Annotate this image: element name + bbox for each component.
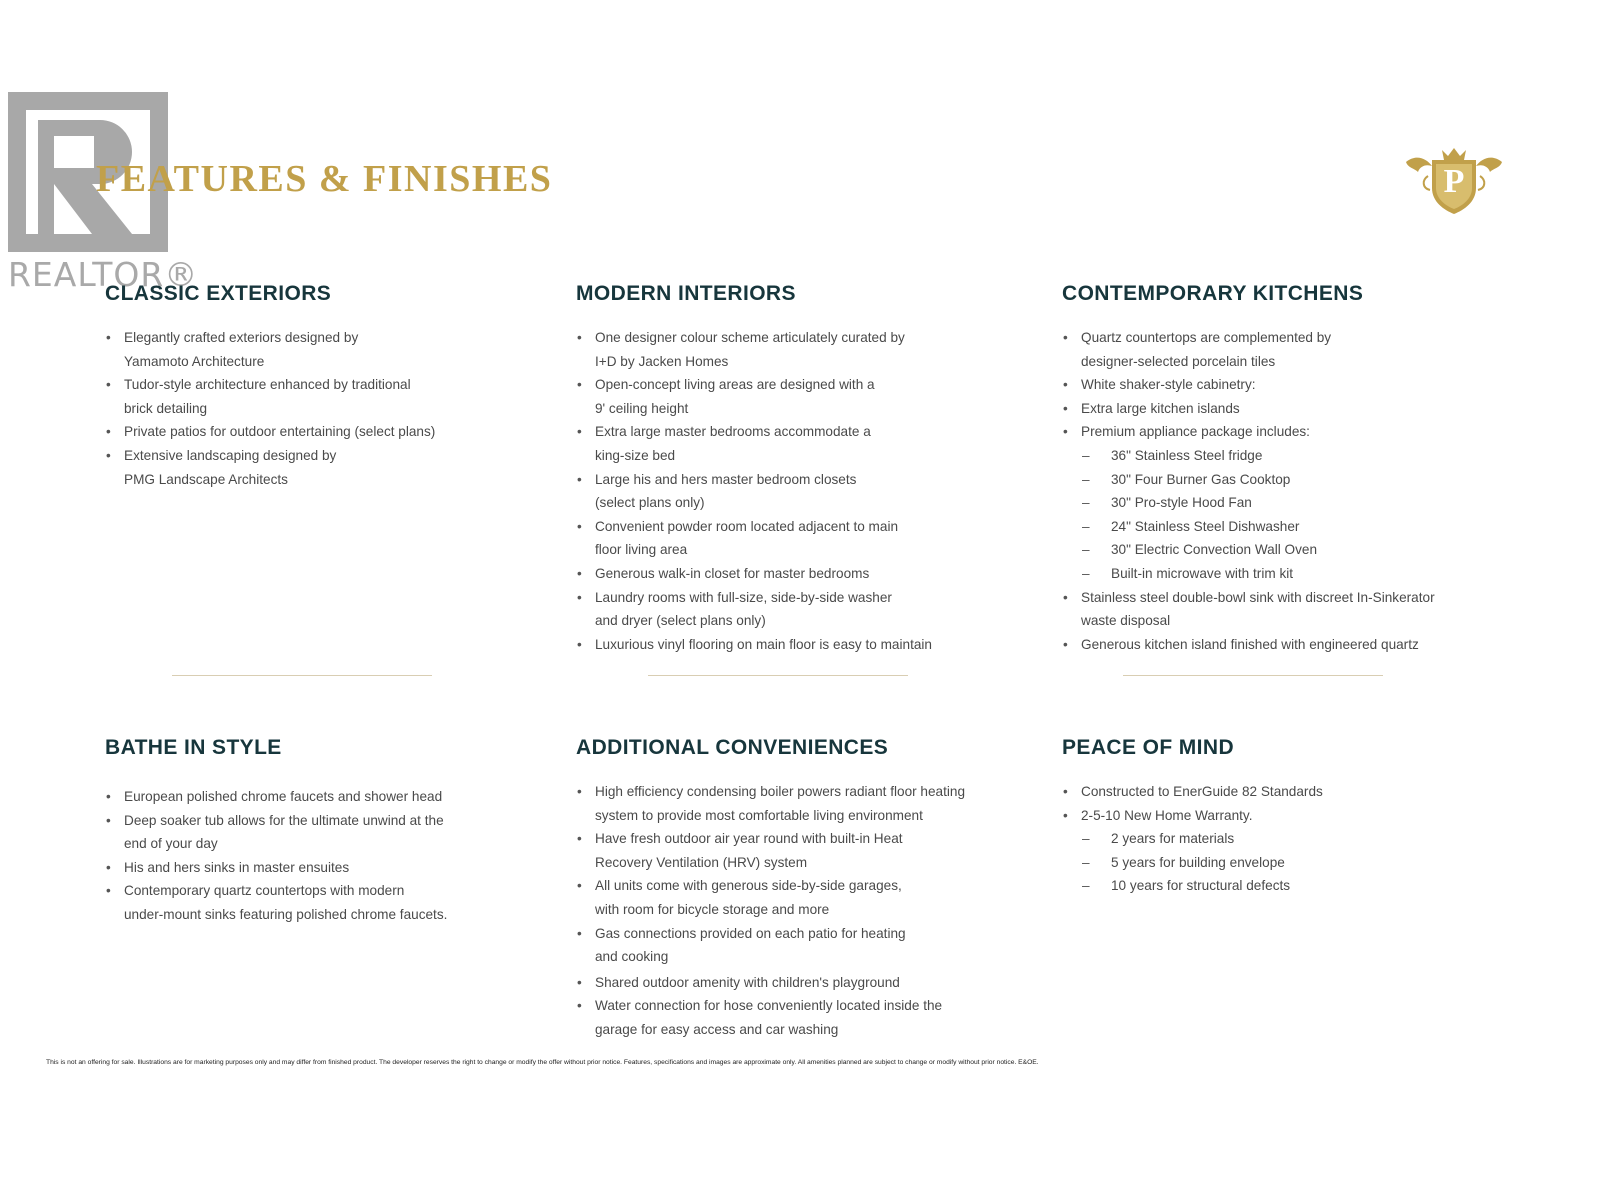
list-item: under-mount sinks featuring polished chrome faucets.	[124, 906, 448, 922]
list-item: • Large his and hers master bedroom closets	[576, 468, 1036, 492]
list-item: • European polished chrome faucets and shower head	[105, 785, 545, 809]
list-item: and dryer (select plans only)	[595, 613, 766, 629]
list-item: • Stainless steel double-bowl sink with discreet In-Sinkerator	[1062, 586, 1532, 610]
list-item: end of your day	[124, 836, 218, 852]
list-item: • High efficiency condensing boiler powers radiant floor heating	[576, 780, 1046, 804]
list-item: • Contemporary quartz countertops with modern	[105, 879, 545, 903]
section-additional-conveniences	[576, 737, 1046, 1042]
section-divider	[648, 675, 908, 676]
feature-list	[576, 780, 1046, 1042]
list-item: • Luxurious vinyl flooring on main floor is easy to maintain	[576, 633, 1036, 657]
list-item: • Premium appliance package includes:	[1062, 420, 1532, 444]
section-contemporary-kitchens	[1062, 283, 1532, 656]
list-item: 9' ceiling height	[595, 400, 689, 416]
list-subitem: – 30" Four Burner Gas Cooktop	[1062, 468, 1532, 492]
section-peace-of-mind	[1062, 737, 1502, 898]
list-item: (select plans only)	[595, 495, 705, 511]
section-classic-exteriors	[105, 283, 525, 491]
list-subitem: – 24" Stainless Steel Dishwasher	[1062, 515, 1532, 539]
list-item: • Water connection for hose conveniently located inside the	[576, 994, 1046, 1018]
list-subitem: – 30" Pro-style Hood Fan	[1062, 491, 1532, 515]
list-item: • Have fresh outdoor air year round with built-in Heat	[576, 827, 1046, 851]
list-item: king-size bed	[595, 447, 676, 463]
list-item: • White shaker-style cabinetry:	[1062, 373, 1532, 397]
p-crest-logo-icon	[1402, 146, 1506, 216]
section-heading: PEACE OF MIND	[1062, 736, 1235, 759]
list-item: • Extra large master bedrooms accommodate a	[576, 420, 1036, 444]
list-item: • Deep soaker tub allows for the ultimate unwind at the	[105, 809, 545, 833]
list-item: • His and hers sinks in master ensuites	[105, 856, 545, 880]
feature-list	[1062, 326, 1532, 656]
list-item: • Laundry rooms with full-size, side-by-side washer	[576, 586, 1036, 610]
list-item: Yamamoto Architecture	[124, 353, 265, 369]
list-item: • Private patios for outdoor entertaining (select plans)	[105, 420, 525, 444]
list-item: • One designer colour scheme articulately curated by	[576, 326, 1036, 350]
feature-list	[105, 785, 545, 927]
list-subitem: – 10 years for structural defects	[1062, 874, 1502, 898]
list-subitem: – 5 years for building envelope	[1062, 851, 1502, 875]
list-item: garage for easy access and car washing	[595, 1021, 839, 1037]
section-heading: CLASSIC EXTERIORS	[105, 282, 332, 305]
list-item: • Extra large kitchen islands	[1062, 397, 1532, 421]
list-item: • Generous kitchen island finished with engineered quartz	[1062, 633, 1532, 657]
section-divider	[172, 675, 432, 676]
section-heading: ADDITIONAL CONVENIENCES	[576, 736, 889, 759]
list-subitem: – 36" Stainless Steel fridge	[1062, 444, 1532, 468]
list-item: • Extensive landscaping designed by	[105, 444, 525, 468]
list-item: • Quartz countertops are complemented by	[1062, 326, 1532, 350]
list-item: with room for bicycle storage and more	[595, 901, 830, 917]
list-item: • Shared outdoor amenity with children's playground	[576, 971, 1046, 995]
list-item: and cooking	[595, 949, 669, 965]
list-item: Recovery Ventilation (HRV) system	[595, 854, 808, 870]
section-bathe-in-style	[105, 737, 545, 927]
section-heading: BATHE IN STYLE	[105, 736, 282, 759]
list-item: • Open-concept living areas are designed with a	[576, 373, 1036, 397]
list-item: • Gas connections provided on each patio for heating	[576, 922, 1046, 946]
list-item: floor living area	[595, 542, 688, 558]
list-item: PMG Landscape Architects	[124, 471, 288, 487]
list-item: waste disposal	[1081, 613, 1171, 629]
list-subitem: – 2 years for materials	[1062, 827, 1502, 851]
list-item: • All units come with generous side-by-side garages,	[576, 874, 1046, 898]
list-item: I+D by Jacken Homes	[595, 353, 729, 369]
list-item: • 2-5-10 New Home Warranty.	[1062, 804, 1502, 828]
section-heading: CONTEMPORARY KITCHENS	[1062, 282, 1364, 305]
list-item: • Convenient powder room located adjacent to main	[576, 515, 1036, 539]
list-item: • Tudor-style architecture enhanced by traditional	[105, 373, 525, 397]
feature-list	[105, 326, 525, 491]
section-divider	[1123, 675, 1383, 676]
list-item: • Elegantly crafted exteriors designed by	[105, 326, 525, 350]
section-modern-interiors	[576, 283, 1036, 656]
list-item: designer-selected porcelain tiles	[1081, 353, 1276, 369]
list-item: system to provide most comfortable living environment	[595, 807, 923, 823]
list-subitem: – 30" Electric Convection Wall Oven	[1062, 538, 1532, 562]
legal-disclaimer: This is not an offering for sale. Illustrations are for marketing purposes only and may differ from finished product. The developer reserves the right to change or modify the offer without prior notice. Features, specifications and images are approximate only. All amenities planned are subject to change or modify without prior notice. E&OE.	[46, 1059, 1039, 1066]
list-item: brick detailing	[124, 400, 208, 416]
realtor-watermark-text: REALTOR®	[8, 255, 199, 294]
feature-list	[1062, 780, 1502, 898]
list-item: • Generous walk-in closet for master bedrooms	[576, 562, 1036, 586]
feature-list	[576, 326, 1036, 656]
list-item: • Constructed to EnerGuide 82 Standards	[1062, 780, 1502, 804]
list-subitem: – Built-in microwave with trim kit	[1062, 562, 1532, 586]
section-heading: MODERN INTERIORS	[576, 282, 796, 305]
page-title: FEATURES & FINISHES	[96, 158, 553, 200]
crest-letter: P	[1443, 163, 1465, 200]
